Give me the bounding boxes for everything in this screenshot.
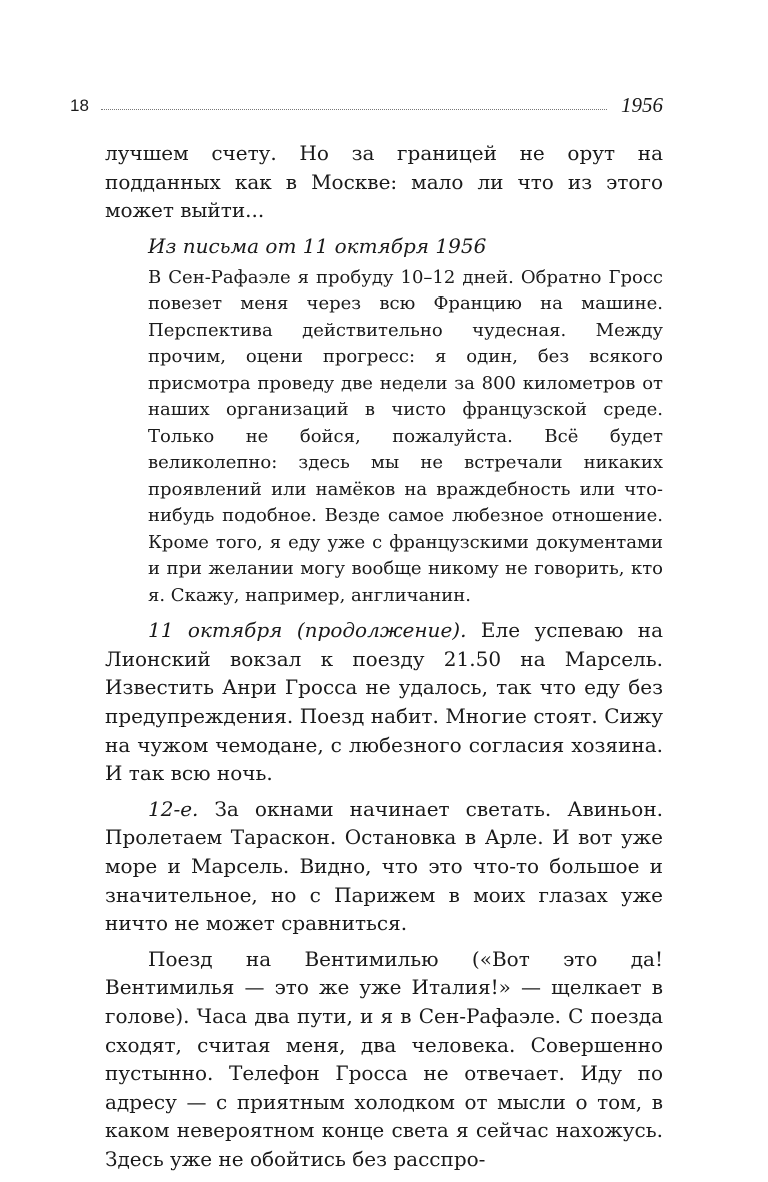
- paragraph-oct-11-text: Еле успеваю на Лионский вокзал к поезду 21.50 на Марсель. Известить Анри Гросса не удалось, так что еду без предупреждения. Поезд набит. Многие стоят. Сижу на чужом чемодане, с любезного согласия хозяина. И так всю ночь.: [105, 618, 663, 786]
- paragraph-12th: [105, 795, 663, 938]
- paragraph-oct-11: [105, 616, 663, 788]
- paragraph-continuation: лучшем счету. Но за границей не орут на подданных как в Москве: мало ли что из этого может выйти...: [105, 141, 663, 223]
- date-oct-11: 11 октября (продолжение).: [148, 618, 467, 643]
- letter-heading: Из письма от 11 октября 1956: [148, 233, 487, 258]
- running-head: [70, 90, 663, 116]
- letter-text: В Сен-Рафаэле я пробуду 10–12 дней. Обратно Гросс повезет меня через всю Францию на машине. Перспектива действительно чудесная. Между прочим, оцени прогресс: я один, без всякого присмотра проведу две недели за 800 километров от наших организаций в чисто французской среде. Только не бойся, пожалуйста. Всё будет великолепно: здесь мы не встречали никаких проявлений или намёков на враждебность или что-нибудь подобное. Везде самое любезное отношение. Кроме того, я еду уже с французскими документами и при желании могу вообще никому не говорить, кто я. Скажу, например, англичанин.: [148, 266, 663, 606]
- running-title: 1956: [621, 93, 663, 117]
- page-number: 18: [70, 96, 89, 115]
- page-body: [105, 139, 663, 1174]
- paragraph-train: Поезд на Вентимилью («Вот это да! Вентимилья — это же уже Италия!» — щелкает в голове). Часа два пути, и я в Сен-Рафаэле. С поезда сходят, считая меня, два человека. Совершенно пустынно. Телефон Гросса не отвечает. Иду по адресу — с приятным холодком от мысли о том, в каком невероятном конце света я сейчас нахожусь. Здесь уже не обойтись без расспро-: [105, 946, 663, 1171]
- leader-dots: [101, 109, 607, 110]
- date-12th: 12-е.: [148, 796, 199, 821]
- letter-excerpt: [105, 232, 663, 610]
- paragraph-12th-text: За окнами начинает светать. Авиньон. Пролетаем Тараскон. Остановка в Арле. И вот уже море и Марсель. Видно, что это что-то большое и значительное, но с Парижем в моих глазах уже ничто не может сравниться.: [105, 796, 663, 936]
